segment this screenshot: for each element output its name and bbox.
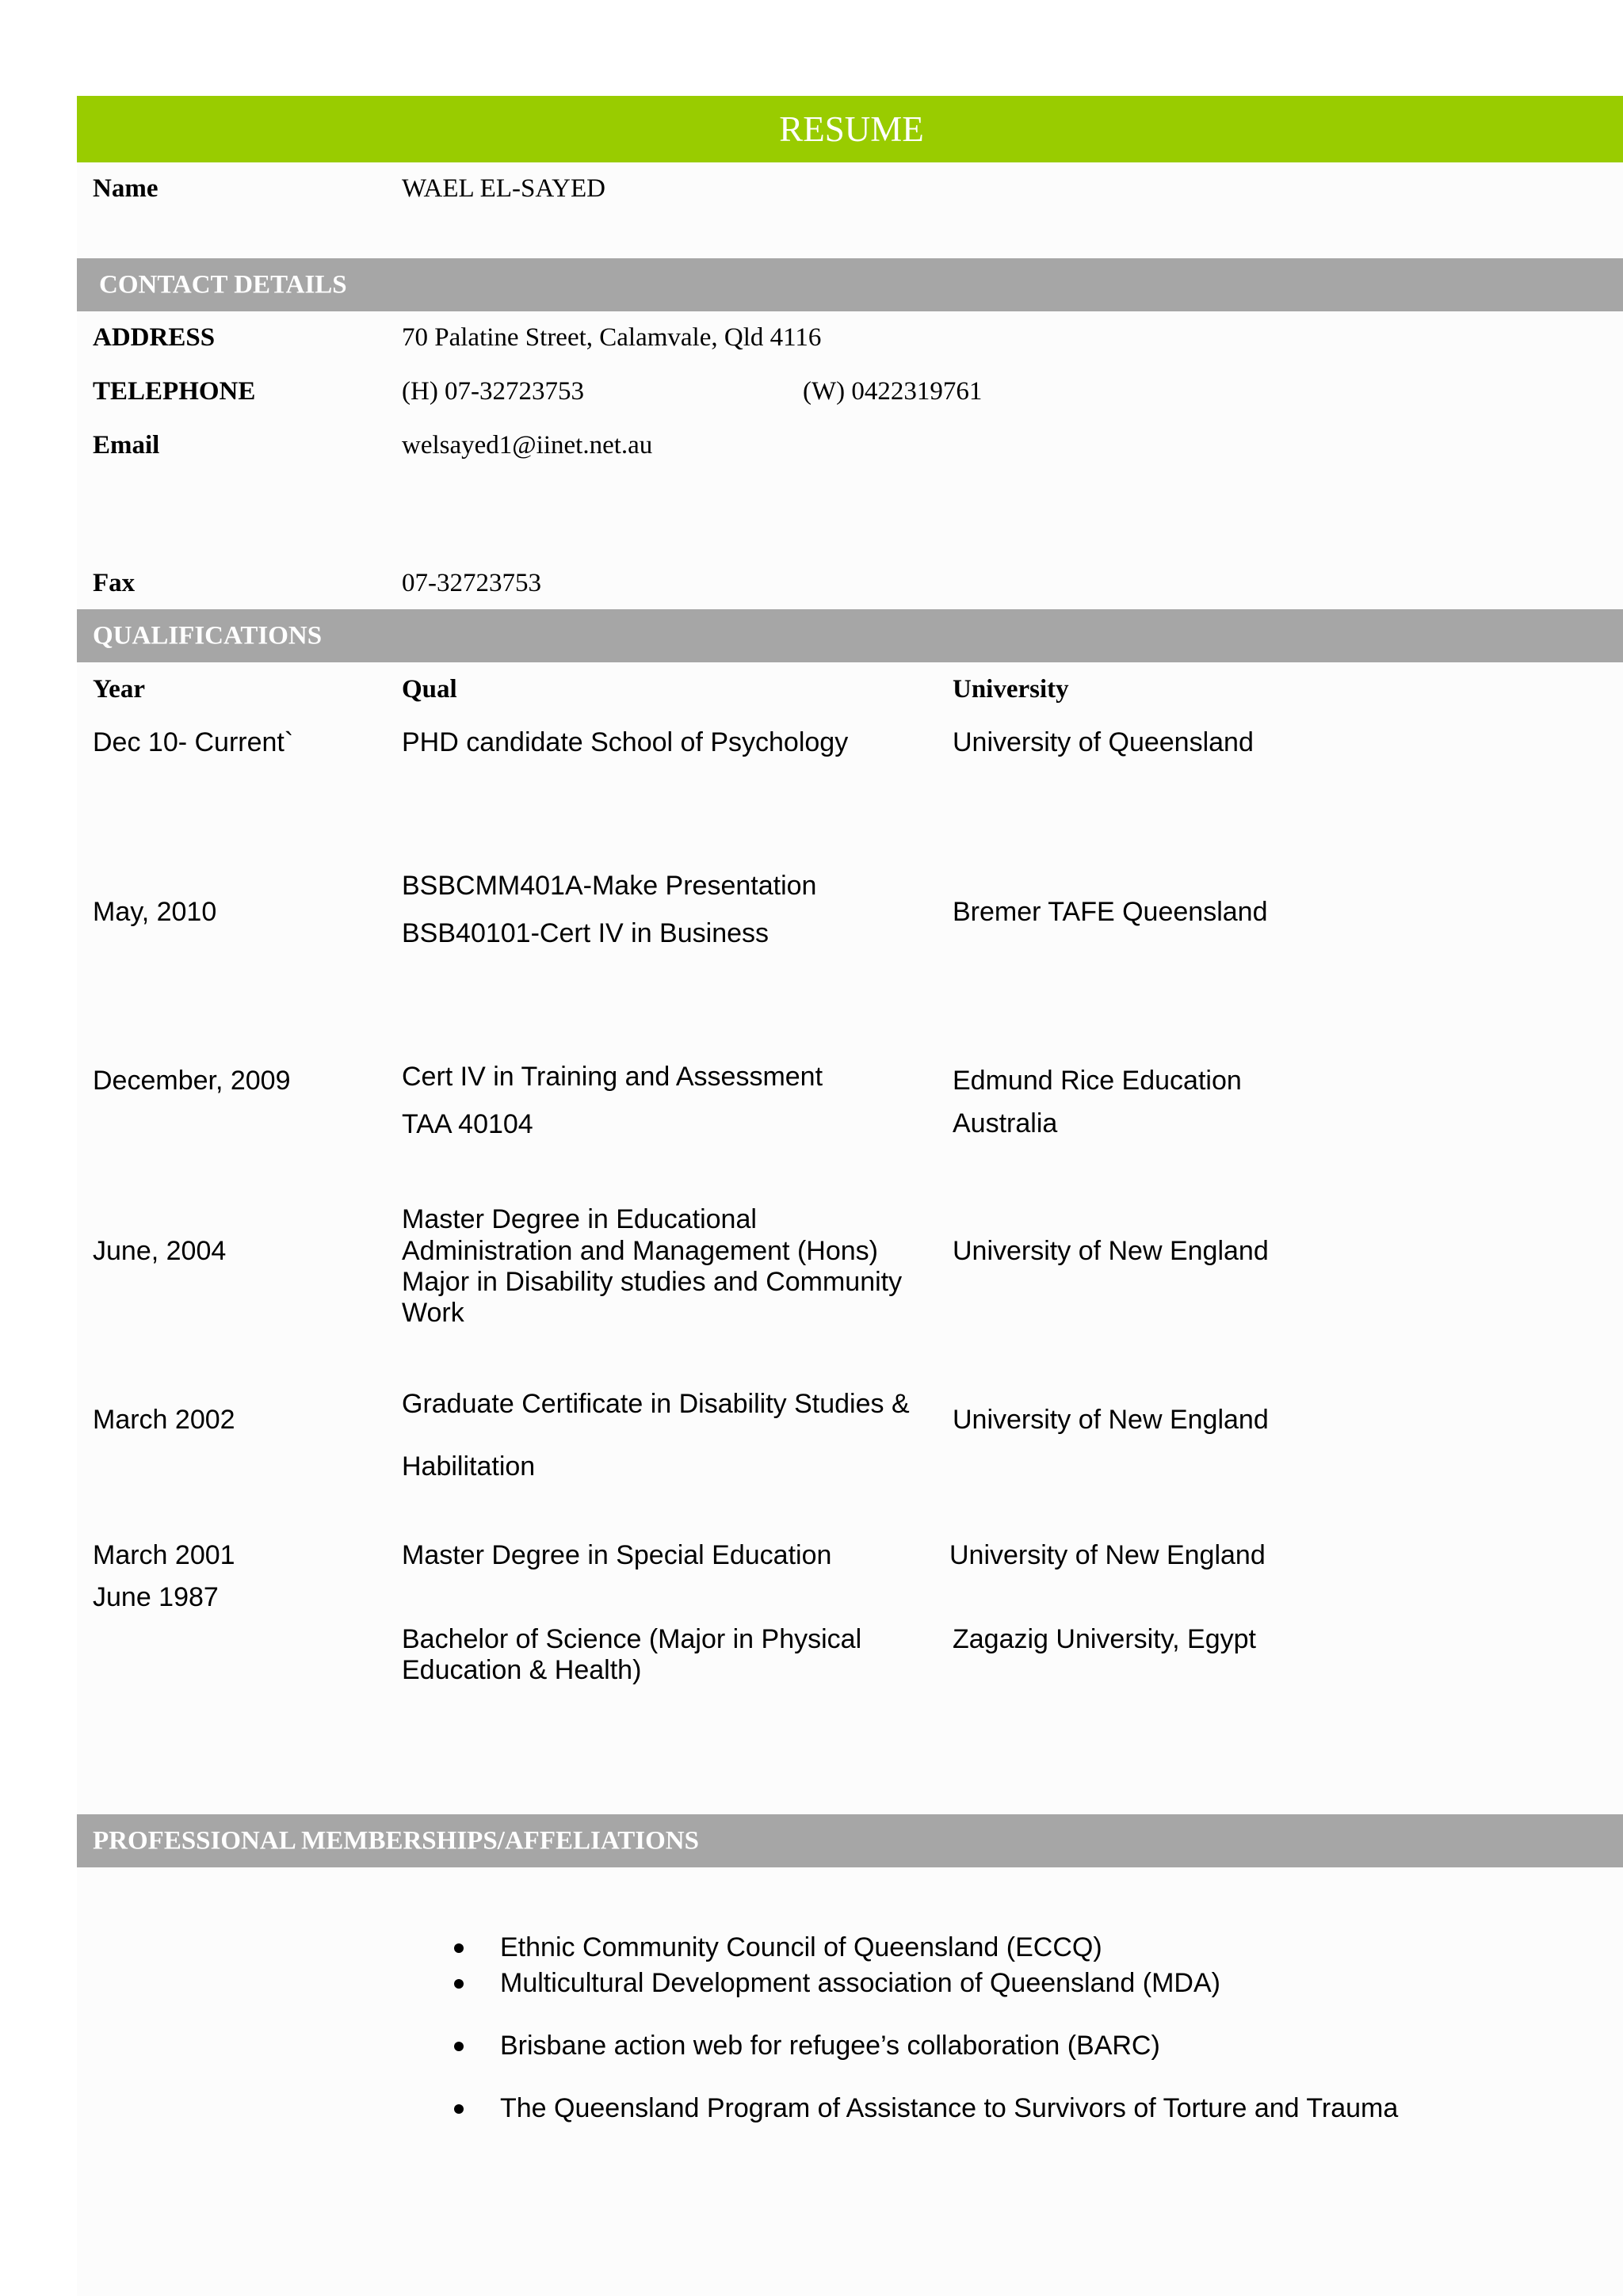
membership-item: Ethnic Community Council of Queensland (ECCQ) xyxy=(500,1932,1102,1962)
membership-item: Brisbane action web for refugee’s collaboration (BARC) xyxy=(500,2031,1160,2061)
contact-details-heading-bar xyxy=(77,258,1623,311)
qualification-university: University of New England xyxy=(953,1236,1269,1266)
qualification-year: March 2002 xyxy=(93,1405,235,1435)
qualification-name: Graduate Certificate in Disability Studies & xyxy=(402,1389,910,1419)
contact-band xyxy=(77,311,1623,609)
qualification-name: Habilitation xyxy=(402,1451,536,1482)
qualification-university: Australia xyxy=(953,1108,1058,1138)
bullet-icon xyxy=(454,2042,464,2051)
qualification-name: TAA 40104 xyxy=(402,1109,533,1139)
memberships-heading-bar xyxy=(77,1814,1623,1867)
qualifications-heading: QUALIFICATIONS xyxy=(93,621,323,650)
qualification-university: University of Queensland xyxy=(953,727,1254,757)
contact-details-heading: CONTACT DETAILS xyxy=(99,270,347,299)
email-value: welsayed1@iinet.net.au xyxy=(402,431,653,460)
telephone-work-value: (W) 0422319761 xyxy=(803,377,983,406)
year-column-header: Year xyxy=(93,675,145,704)
fax-value: 07-32723753 xyxy=(402,569,541,597)
qualification-name: Bachelor of Science (Major in Physical xyxy=(402,1624,862,1654)
qualification-university: Zagazig University, Egypt xyxy=(953,1624,1256,1654)
name-label: Name xyxy=(93,174,158,203)
bullet-icon xyxy=(454,1979,464,1989)
qual-column-header: Qual xyxy=(402,675,457,704)
address-label: ADDRESS xyxy=(93,323,216,352)
membership-item: Multicultural Development association of Queensland (MDA) xyxy=(500,1968,1220,1998)
address-value: 70 Palatine Street, Calamvale, Qld 4116 xyxy=(402,323,822,352)
qualification-name: Cert IV in Training and Assessment xyxy=(402,1062,823,1092)
qualification-name: Education & Health) xyxy=(402,1655,642,1685)
telephone-home-value: (H) 07-32723753 xyxy=(402,377,585,406)
qualification-university: Edmund Rice Education xyxy=(953,1066,1242,1096)
qualification-year: May, 2010 xyxy=(93,897,217,927)
fax-label: Fax xyxy=(93,569,136,597)
memberships-heading: PROFESSIONAL MEMBERSHIPS/AFFELIATIONS xyxy=(93,1826,699,1855)
qualification-name: Administration and Management (Hons) xyxy=(402,1236,878,1266)
qualification-name: Master Degree in Educational xyxy=(402,1204,757,1234)
name-band xyxy=(77,162,1623,258)
university-column-header: University xyxy=(953,675,1069,704)
qualification-name: PHD candidate School of Psychology xyxy=(402,727,849,757)
qualification-year: June 1987 xyxy=(93,1582,219,1612)
name-value: WAEL EL-SAYED xyxy=(402,174,605,203)
membership-item: The Queensland Program of Assistance to Survivors of Torture and Trauma xyxy=(500,2093,1399,2123)
qualification-university: University of New England xyxy=(953,1405,1269,1435)
qualification-year: Dec 10- Current` xyxy=(93,727,294,757)
email-label: Email xyxy=(93,431,160,460)
qualification-name: Major in Disability studies and Community xyxy=(402,1267,903,1297)
telephone-label: TELEPHONE xyxy=(93,377,256,406)
qualifications-heading-bar xyxy=(77,609,1623,662)
qualification-name: Master Degree in Special Education xyxy=(402,1540,832,1570)
qualification-year: June, 2004 xyxy=(93,1236,227,1266)
qualification-name: BSB40101-Cert IV in Business xyxy=(402,918,769,948)
qualification-university: Bremer TAFE Queensland xyxy=(953,897,1268,927)
resume-title-bar xyxy=(77,96,1623,162)
bullet-icon xyxy=(454,2104,464,2114)
qualification-name: Work xyxy=(402,1298,464,1328)
bullet-icon xyxy=(454,1943,464,1953)
qualification-year: March 2001 xyxy=(93,1540,235,1570)
qualification-year: December, 2009 xyxy=(93,1066,291,1096)
qualification-name: BSBCMM401A-Make Presentation xyxy=(402,871,817,901)
resume-title: RESUME xyxy=(779,109,924,149)
qualification-university: University of New England xyxy=(949,1540,1266,1570)
